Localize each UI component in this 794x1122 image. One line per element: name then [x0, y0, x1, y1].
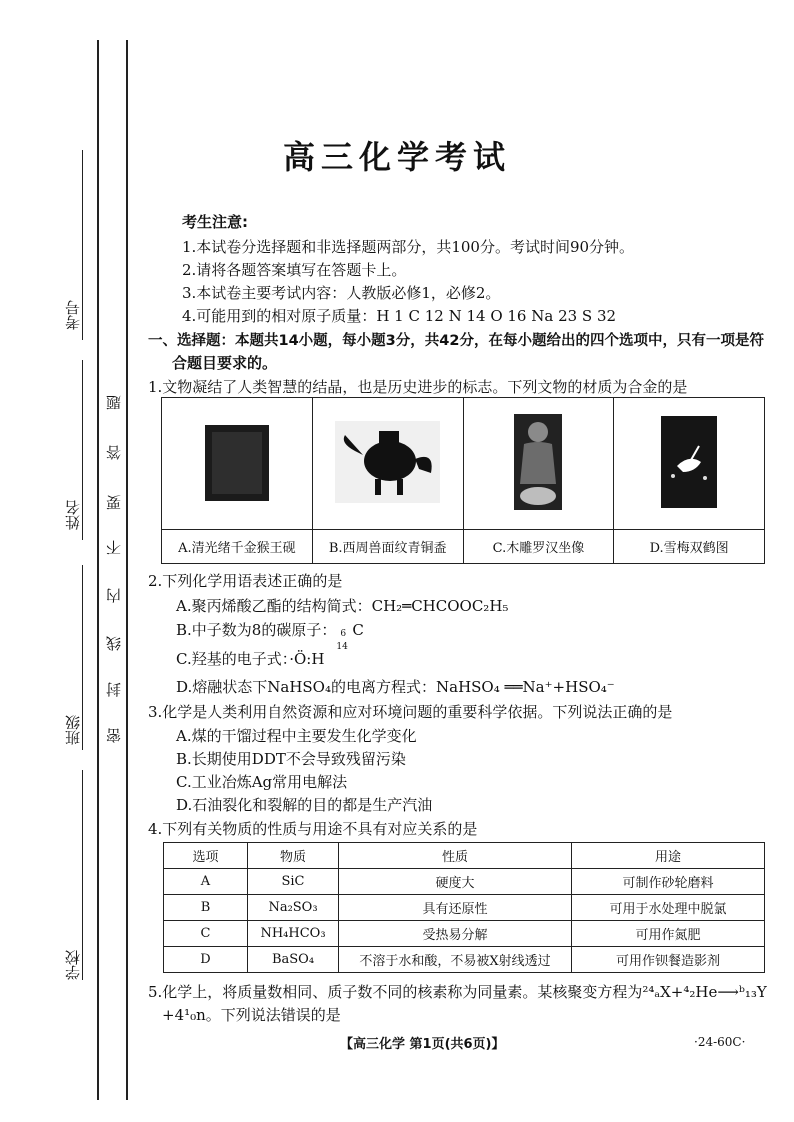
q1-option: A.清光绪千金猴王砚 [162, 530, 313, 564]
school-blank [82, 770, 83, 980]
seal-char: 线 [105, 636, 123, 651]
q2-option-b-text: B.中子数为8的碳原子： [176, 621, 337, 639]
q4-cell: 硬度大 [339, 869, 572, 895]
painting-image [661, 416, 717, 508]
notice-heading: 考生注意: [182, 213, 248, 231]
q4-cell: D [164, 947, 248, 973]
q4-cell: NH₄HCO₃ [248, 921, 339, 947]
q2-option-a: A.聚丙烯酸乙酯的结构简式：CH₂═CHCOOC₂H₅ [176, 597, 509, 615]
q4-cell: BaSO₄ [248, 947, 339, 973]
q4-cell: Na₂SO₃ [248, 895, 339, 921]
q3-option: D.石油裂化和裂解的目的都是生产汽油 [176, 796, 433, 814]
q4-cell: 可用作钡餐造影剂 [572, 947, 765, 973]
seal-char: 答 [105, 445, 123, 460]
q1-cell-b [312, 398, 463, 530]
binding-line-inner [126, 40, 128, 1100]
q1-image-table [161, 397, 765, 564]
question-stem: 4.下列有关物质的性质与用途不具有对应关系的是 [148, 820, 478, 838]
inkstone-image [202, 422, 272, 502]
q1-cell-d [614, 398, 765, 530]
seal-char: 题 [105, 395, 123, 410]
question-stem: 2.下列化学用语表述正确的是 [148, 572, 343, 590]
name-blank [82, 360, 83, 540]
binding-line-outer [97, 40, 99, 1100]
atomic-number: 14 [336, 642, 348, 652]
seal-char: 密 [105, 728, 123, 743]
q4-cell: 具有还原性 [339, 895, 572, 921]
q1-option: B.西周兽面纹青铜盉 [312, 530, 463, 564]
q1-option: C.木雕罗汉坐像 [463, 530, 614, 564]
q4-cell: B [164, 895, 248, 921]
q3-option: C.工业冶炼Ag常用电解法 [176, 773, 348, 791]
q4-header: 用途 [572, 843, 765, 869]
q1-cell-a [162, 398, 313, 530]
q4-cell: C [164, 921, 248, 947]
q4-cell: SiC [248, 869, 339, 895]
notice-item: 1.本试卷分选择题和非选择题两部分，共100分。考试时间90分钟。 [182, 238, 635, 256]
q2-option-b [176, 619, 364, 652]
q2-option-d: D.熔融状态下NaHSO₄的电离方程式：NaHSO₄ ══Na⁺+HSO₄⁻ [176, 678, 615, 696]
question-stem: 5.化学上，将质量数相同、质子数不同的核素称为同量素。某核聚变方程为²⁴ₐX+⁴₂He⟶ᵇ₁₃Y [148, 983, 767, 1001]
exam-no-label: 考号 [64, 300, 82, 330]
q4-cell: 不溶于水和酸，不易被X射线透过 [339, 947, 572, 973]
q4-cell: 可用于水处理中脱氯 [572, 895, 765, 921]
question-stem: 3.化学是人类利用自然资源和应对环境问题的重要科学依据。下列说法正确的是 [148, 703, 673, 721]
q4-cell: 可制作砂轮磨料 [572, 869, 765, 895]
element-symbol: C [352, 621, 364, 639]
page-title: 高三化学考试 [282, 138, 511, 176]
notice-item: 2.请将各题答案填写在答题卡上。 [182, 261, 407, 279]
seal-char: 内 [105, 588, 123, 603]
school-label: 学校 [64, 950, 82, 980]
question-stem-cont: +4¹₀n。下列说法错误的是 [162, 1006, 341, 1024]
seal-char: 封 [105, 682, 123, 697]
paper-code: ·24-60C· [694, 1035, 746, 1049]
class-label: 班级 [64, 715, 82, 745]
question-stem: 1.文物凝结了人类智慧的结晶，也是历史进步的标志。下列文物的材质为合金的是 [148, 378, 688, 396]
notice-item: 3.本试卷主要考试内容：人教版必修1，必修2。 [182, 284, 501, 302]
class-blank [82, 565, 83, 750]
q4-cell: 受热易分解 [339, 921, 572, 947]
q4-cell: 可用作氮肥 [572, 921, 765, 947]
q4-header: 性质 [339, 843, 572, 869]
mass-number: 6 [340, 629, 347, 639]
bronze-vessel-image [335, 421, 440, 503]
q2-option-c: C.羟基的电子式：·Ö:H [176, 650, 325, 668]
notice-item: 4.可能用到的相对原子质量：H 1 C 12 N 14 O 16 Na 23 S 32 [182, 307, 617, 325]
q1-cell-c [463, 398, 614, 530]
q3-option: A.煤的干馏过程中主要发生化学变化 [176, 727, 417, 745]
q4-cell: A [164, 869, 248, 895]
q3-option: B.长期使用DDT不会导致残留污染 [176, 750, 406, 768]
q4-header: 选项 [164, 843, 248, 869]
exam-no-blank [82, 150, 83, 340]
seal-char: 要 [105, 495, 123, 510]
q4-table [163, 842, 765, 973]
wood-statue-image [514, 414, 562, 510]
section-heading-cont: 合题目要求的。 [172, 354, 278, 372]
page-footer: 【高三化学 第1页(共6页)】 [340, 1037, 505, 1052]
section-heading: 一、选择题：本题共14小题，每小题3分，共42分，在每小题给出的四个选项中，只有一项是符 [148, 333, 764, 349]
q4-header: 物质 [248, 843, 339, 869]
seal-char: 不 [105, 540, 123, 555]
q1-option: D.雪梅双鹤图 [614, 530, 765, 564]
name-label: 姓名 [64, 500, 82, 530]
